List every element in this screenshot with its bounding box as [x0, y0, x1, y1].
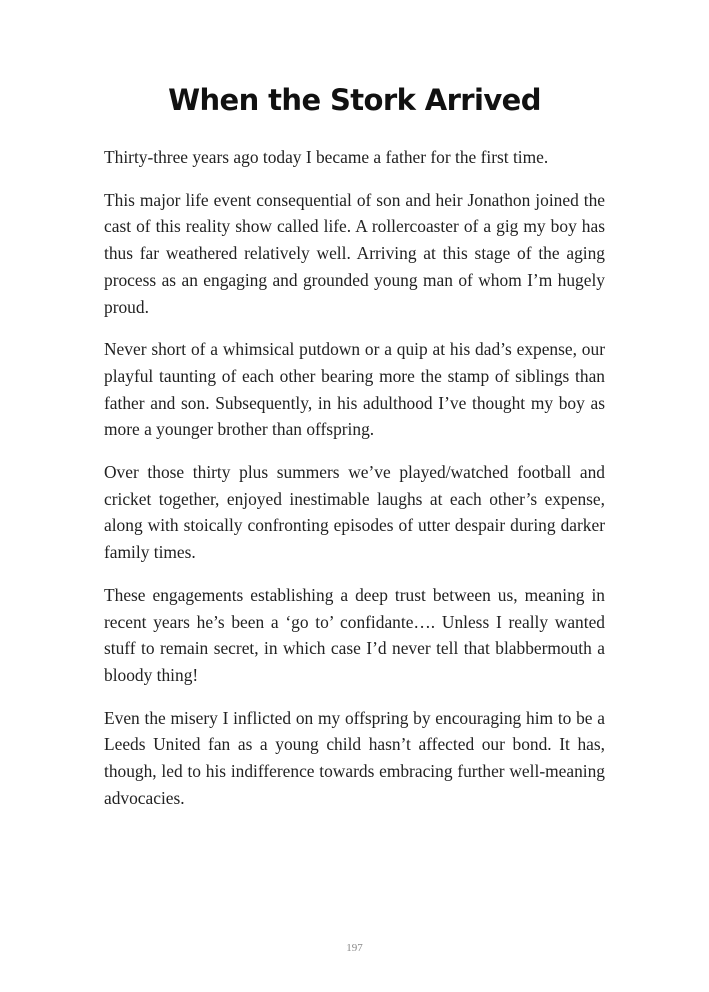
chapter-title: When the Stork Arrived [168, 83, 541, 117]
paragraph-1: Thirty-three years ago today I became a father for the first time. [104, 147, 549, 167]
paragraph-2: This major life event consequential of son and heir Jonathon joined the cast of this reality show called life. A rollercoaster of a gig my boy has thus far weathered relatively well. Arriving at this stage of the aging process as an engaging and grounded young man of whom I’m hugely proud. [104, 189, 605, 317]
paragraph-4: Over those thirty plus summers we’ve played/watched football and cricket together, enjoyed inestimable laughs at each other’s expense, along with stoically confronting episodes of utter despair during darker family times. [104, 462, 605, 563]
paragraph-3: Never short of a whimsical putdown or a quip at his dad’s expense, our playful taunting of each other bearing more the stamp of siblings than father and son. Subsequently, in his adulthood I’ve thought my boy as more a younger brother than offspring. [104, 339, 605, 440]
paragraph-5: These engagements establishing a deep trust between us, meaning in recent years he’s been a ‘go to’ confidante…. Unless I really wanted stuff to remain secret, in which case I’d never tell that blabbermouth a bloody thing! [104, 584, 605, 685]
page-number: 197 [346, 942, 363, 954]
chapter-body [104, 144, 605, 827]
paragraph-6: Even the misery I inflicted on my offspring by encouraging him to be a Leeds United fan as a young child hasn’t affected our bond. It has, though, led to his indifference towards embracing further well-meaning advocacies. [104, 707, 605, 808]
